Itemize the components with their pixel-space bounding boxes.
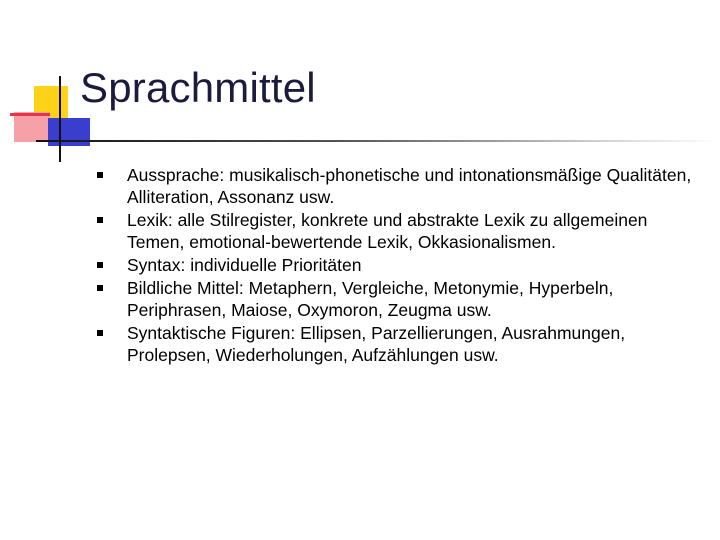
list-item <box>92 164 692 208</box>
list-item <box>92 209 692 253</box>
slide-title: Sprachmittel <box>80 64 316 111</box>
bullet-square-icon <box>97 172 103 178</box>
list-item-text: Bildliche Mittel: Metaphern, Vergleiche, Metonymie, Hyperbeln, Periphrasen, Maiose, Oxymoron, Zeugma usw. <box>127 278 614 320</box>
bullet-list <box>92 164 692 367</box>
bullet-square-icon <box>97 217 103 223</box>
title-underline <box>36 140 720 142</box>
list-item <box>92 322 692 366</box>
list-item-text: Aussprache: musikalisch-phonetische und intonationsmäßige Qualitäten, Alliteration, Assonanz usw. <box>127 165 692 207</box>
list-item-text: Syntaktische Figuren: Ellipsen, Parzellierungen, Ausrahmungen, Prolepsen, Wiederholungen, Aufzählungen usw. <box>127 323 626 365</box>
bullet-square-icon <box>97 262 103 268</box>
list-item-text: Syntax: individuelle Prioritäten <box>127 255 362 275</box>
list-item <box>92 254 692 276</box>
list-item <box>92 277 692 321</box>
list-item-text: Lexik: alle Stilregister, konkrete und abstrakte Lexik zu allgemeinen Temen, emotional-bewertende Lexik, Okkasionalismen. <box>127 210 648 252</box>
bullet-square-icon <box>97 285 103 291</box>
bullet-square-icon <box>97 330 103 336</box>
